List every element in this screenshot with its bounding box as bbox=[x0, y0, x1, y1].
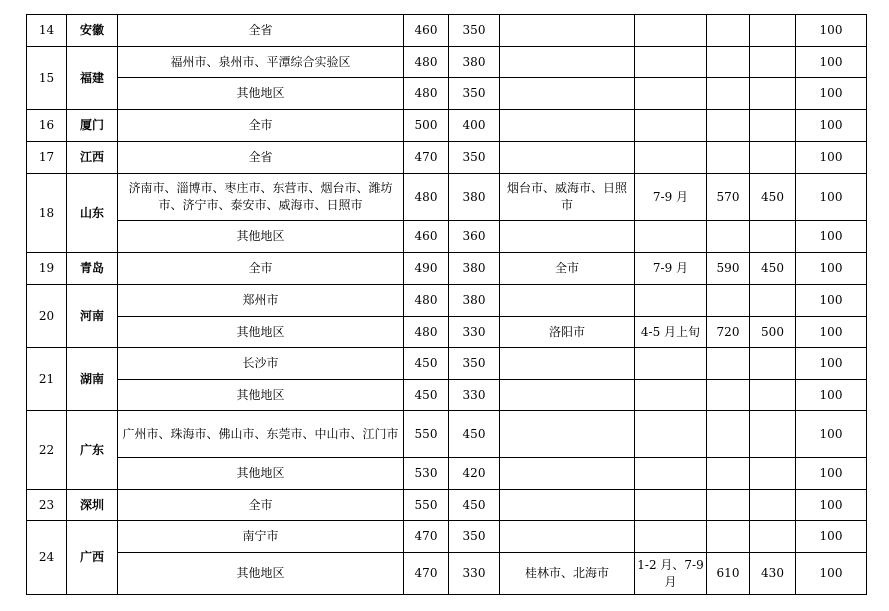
province-name: 青岛 bbox=[67, 253, 118, 285]
area-cell: 广州市、珠海市、佛山市、东莞市、中山市、江门市 bbox=[118, 411, 404, 458]
value-cell: 350 bbox=[449, 78, 500, 110]
value-cell: 360 bbox=[449, 221, 500, 253]
value-cell bbox=[707, 490, 750, 521]
value-cell: 100 bbox=[796, 490, 867, 521]
value-cell: 350 bbox=[449, 521, 500, 553]
area-cell: 其他地区 bbox=[118, 78, 404, 110]
value-cell: 430 bbox=[750, 553, 796, 595]
peak-area-cell bbox=[500, 521, 635, 553]
value-cell bbox=[707, 348, 750, 380]
value-cell bbox=[707, 78, 750, 110]
area-cell: 其他地区 bbox=[118, 317, 404, 348]
value-cell bbox=[750, 110, 796, 142]
peak-period-cell bbox=[635, 458, 707, 490]
area-cell: 全省 bbox=[118, 15, 404, 47]
peak-period-cell bbox=[635, 411, 707, 458]
peak-period-cell: 7-9 月 bbox=[635, 253, 707, 285]
value-cell: 400 bbox=[449, 110, 500, 142]
province-name: 湖南 bbox=[67, 348, 118, 411]
value-cell: 100 bbox=[796, 47, 867, 78]
value-cell: 480 bbox=[404, 285, 449, 317]
value-cell bbox=[750, 458, 796, 490]
table-row bbox=[27, 174, 867, 221]
row-number: 20 bbox=[27, 285, 67, 348]
value-cell bbox=[750, 521, 796, 553]
area-cell: 全市 bbox=[118, 253, 404, 285]
table-row bbox=[27, 221, 867, 253]
peak-area-cell bbox=[500, 380, 635, 411]
row-number: 17 bbox=[27, 142, 67, 174]
peak-period-cell bbox=[635, 490, 707, 521]
area-cell: 其他地区 bbox=[118, 553, 404, 595]
area-cell: 郑州市 bbox=[118, 285, 404, 317]
value-cell bbox=[707, 458, 750, 490]
area-cell: 长沙市 bbox=[118, 348, 404, 380]
peak-period-cell bbox=[635, 78, 707, 110]
value-cell: 350 bbox=[449, 348, 500, 380]
rate-table bbox=[26, 14, 867, 595]
value-cell: 100 bbox=[796, 380, 867, 411]
value-cell: 380 bbox=[449, 285, 500, 317]
table-row bbox=[27, 47, 867, 78]
area-cell: 福州市、泉州市、平潭综合实验区 bbox=[118, 47, 404, 78]
value-cell: 100 bbox=[796, 317, 867, 348]
value-cell: 480 bbox=[404, 78, 449, 110]
value-cell: 570 bbox=[707, 174, 750, 221]
value-cell bbox=[750, 490, 796, 521]
value-cell bbox=[750, 78, 796, 110]
value-cell: 500 bbox=[750, 317, 796, 348]
table-row bbox=[27, 78, 867, 110]
value-cell: 100 bbox=[796, 110, 867, 142]
value-cell: 100 bbox=[796, 221, 867, 253]
value-cell: 380 bbox=[449, 253, 500, 285]
value-cell: 380 bbox=[449, 174, 500, 221]
value-cell: 480 bbox=[404, 317, 449, 348]
value-cell: 100 bbox=[796, 521, 867, 553]
province-name: 福建 bbox=[67, 47, 118, 110]
table-row bbox=[27, 317, 867, 348]
area-cell: 济南市、淄博市、枣庄市、东营市、烟台市、潍坊市、济宁市、泰安市、威海市、日照市 bbox=[118, 174, 404, 221]
peak-area-cell bbox=[500, 110, 635, 142]
value-cell: 480 bbox=[404, 47, 449, 78]
value-cell bbox=[707, 15, 750, 47]
value-cell: 420 bbox=[449, 458, 500, 490]
value-cell bbox=[707, 521, 750, 553]
province-name: 深圳 bbox=[67, 490, 118, 521]
peak-period-cell bbox=[635, 47, 707, 78]
row-number: 21 bbox=[27, 348, 67, 411]
value-cell: 100 bbox=[796, 411, 867, 458]
value-cell: 490 bbox=[404, 253, 449, 285]
province-name: 山东 bbox=[67, 174, 118, 253]
row-number: 15 bbox=[27, 47, 67, 110]
province-name: 江西 bbox=[67, 142, 118, 174]
value-cell: 550 bbox=[404, 490, 449, 521]
area-cell: 其他地区 bbox=[118, 221, 404, 253]
row-number: 18 bbox=[27, 174, 67, 253]
value-cell: 550 bbox=[404, 411, 449, 458]
peak-area-cell bbox=[500, 285, 635, 317]
value-cell: 350 bbox=[449, 142, 500, 174]
value-cell: 450 bbox=[750, 174, 796, 221]
table-row bbox=[27, 285, 867, 317]
value-cell bbox=[707, 142, 750, 174]
table-row bbox=[27, 458, 867, 490]
value-cell: 100 bbox=[796, 553, 867, 595]
value-cell: 470 bbox=[404, 142, 449, 174]
peak-area-cell bbox=[500, 142, 635, 174]
peak-area-cell: 烟台市、威海市、日照市 bbox=[500, 174, 635, 221]
peak-period-cell: 7-9 月 bbox=[635, 174, 707, 221]
value-cell: 470 bbox=[404, 553, 449, 595]
row-number: 24 bbox=[27, 521, 67, 595]
value-cell: 470 bbox=[404, 521, 449, 553]
peak-period-cell: 1-2 月、7-9 月 bbox=[635, 553, 707, 595]
table-row bbox=[27, 142, 867, 174]
peak-area-cell bbox=[500, 47, 635, 78]
table-row bbox=[27, 411, 867, 458]
value-cell: 100 bbox=[796, 458, 867, 490]
peak-period-cell bbox=[635, 285, 707, 317]
value-cell: 480 bbox=[404, 174, 449, 221]
area-cell: 其他地区 bbox=[118, 380, 404, 411]
value-cell: 330 bbox=[449, 317, 500, 348]
value-cell bbox=[707, 380, 750, 411]
province-name: 安徽 bbox=[67, 15, 118, 47]
value-cell bbox=[707, 411, 750, 458]
peak-area-cell: 桂林市、北海市 bbox=[500, 553, 635, 595]
table-row bbox=[27, 521, 867, 553]
value-cell: 100 bbox=[796, 174, 867, 221]
peak-period-cell bbox=[635, 110, 707, 142]
peak-period-cell bbox=[635, 521, 707, 553]
value-cell: 450 bbox=[404, 380, 449, 411]
peak-area-cell bbox=[500, 458, 635, 490]
value-cell: 380 bbox=[449, 47, 500, 78]
table-row bbox=[27, 110, 867, 142]
area-cell: 南宁市 bbox=[118, 521, 404, 553]
value-cell: 450 bbox=[449, 411, 500, 458]
row-number: 22 bbox=[27, 411, 67, 490]
peak-area-cell bbox=[500, 78, 635, 110]
area-cell: 其他地区 bbox=[118, 458, 404, 490]
peak-period-cell bbox=[635, 348, 707, 380]
peak-area-cell: 全市 bbox=[500, 253, 635, 285]
value-cell bbox=[707, 285, 750, 317]
value-cell: 530 bbox=[404, 458, 449, 490]
area-cell: 全市 bbox=[118, 110, 404, 142]
province-name: 广东 bbox=[67, 411, 118, 490]
peak-period-cell bbox=[635, 15, 707, 47]
peak-period-cell bbox=[635, 142, 707, 174]
value-cell bbox=[707, 47, 750, 78]
value-cell bbox=[750, 142, 796, 174]
peak-area-cell: 洛阳市 bbox=[500, 317, 635, 348]
value-cell: 450 bbox=[750, 253, 796, 285]
value-cell: 100 bbox=[796, 253, 867, 285]
value-cell: 450 bbox=[404, 348, 449, 380]
value-cell: 100 bbox=[796, 78, 867, 110]
value-cell: 460 bbox=[404, 221, 449, 253]
table-row bbox=[27, 490, 867, 521]
table-row bbox=[27, 348, 867, 380]
area-cell: 全省 bbox=[118, 142, 404, 174]
row-number: 19 bbox=[27, 253, 67, 285]
value-cell: 610 bbox=[707, 553, 750, 595]
peak-period-cell bbox=[635, 380, 707, 411]
value-cell bbox=[750, 15, 796, 47]
value-cell: 720 bbox=[707, 317, 750, 348]
value-cell bbox=[750, 411, 796, 458]
table-row bbox=[27, 553, 867, 595]
value-cell: 450 bbox=[449, 490, 500, 521]
peak-area-cell bbox=[500, 490, 635, 521]
peak-period-cell: 4-5 月上旬 bbox=[635, 317, 707, 348]
value-cell bbox=[750, 380, 796, 411]
province-name: 河南 bbox=[67, 285, 118, 348]
value-cell bbox=[707, 221, 750, 253]
peak-area-cell bbox=[500, 221, 635, 253]
value-cell bbox=[750, 221, 796, 253]
value-cell: 100 bbox=[796, 15, 867, 47]
value-cell: 350 bbox=[449, 15, 500, 47]
row-number: 23 bbox=[27, 490, 67, 521]
table-row bbox=[27, 380, 867, 411]
value-cell: 500 bbox=[404, 110, 449, 142]
value-cell bbox=[750, 285, 796, 317]
value-cell: 330 bbox=[449, 553, 500, 595]
peak-area-cell bbox=[500, 15, 635, 47]
table-row bbox=[27, 15, 867, 47]
value-cell bbox=[707, 110, 750, 142]
value-cell: 590 bbox=[707, 253, 750, 285]
value-cell bbox=[750, 47, 796, 78]
table-row bbox=[27, 253, 867, 285]
province-name: 广西 bbox=[67, 521, 118, 595]
value-cell bbox=[750, 348, 796, 380]
peak-area-cell bbox=[500, 411, 635, 458]
peak-period-cell bbox=[635, 221, 707, 253]
province-name: 厦门 bbox=[67, 110, 118, 142]
value-cell: 330 bbox=[449, 380, 500, 411]
value-cell: 100 bbox=[796, 285, 867, 317]
value-cell: 100 bbox=[796, 348, 867, 380]
value-cell: 100 bbox=[796, 142, 867, 174]
peak-area-cell bbox=[500, 348, 635, 380]
row-number: 14 bbox=[27, 15, 67, 47]
value-cell: 460 bbox=[404, 15, 449, 47]
area-cell: 全市 bbox=[118, 490, 404, 521]
row-number: 16 bbox=[27, 110, 67, 142]
